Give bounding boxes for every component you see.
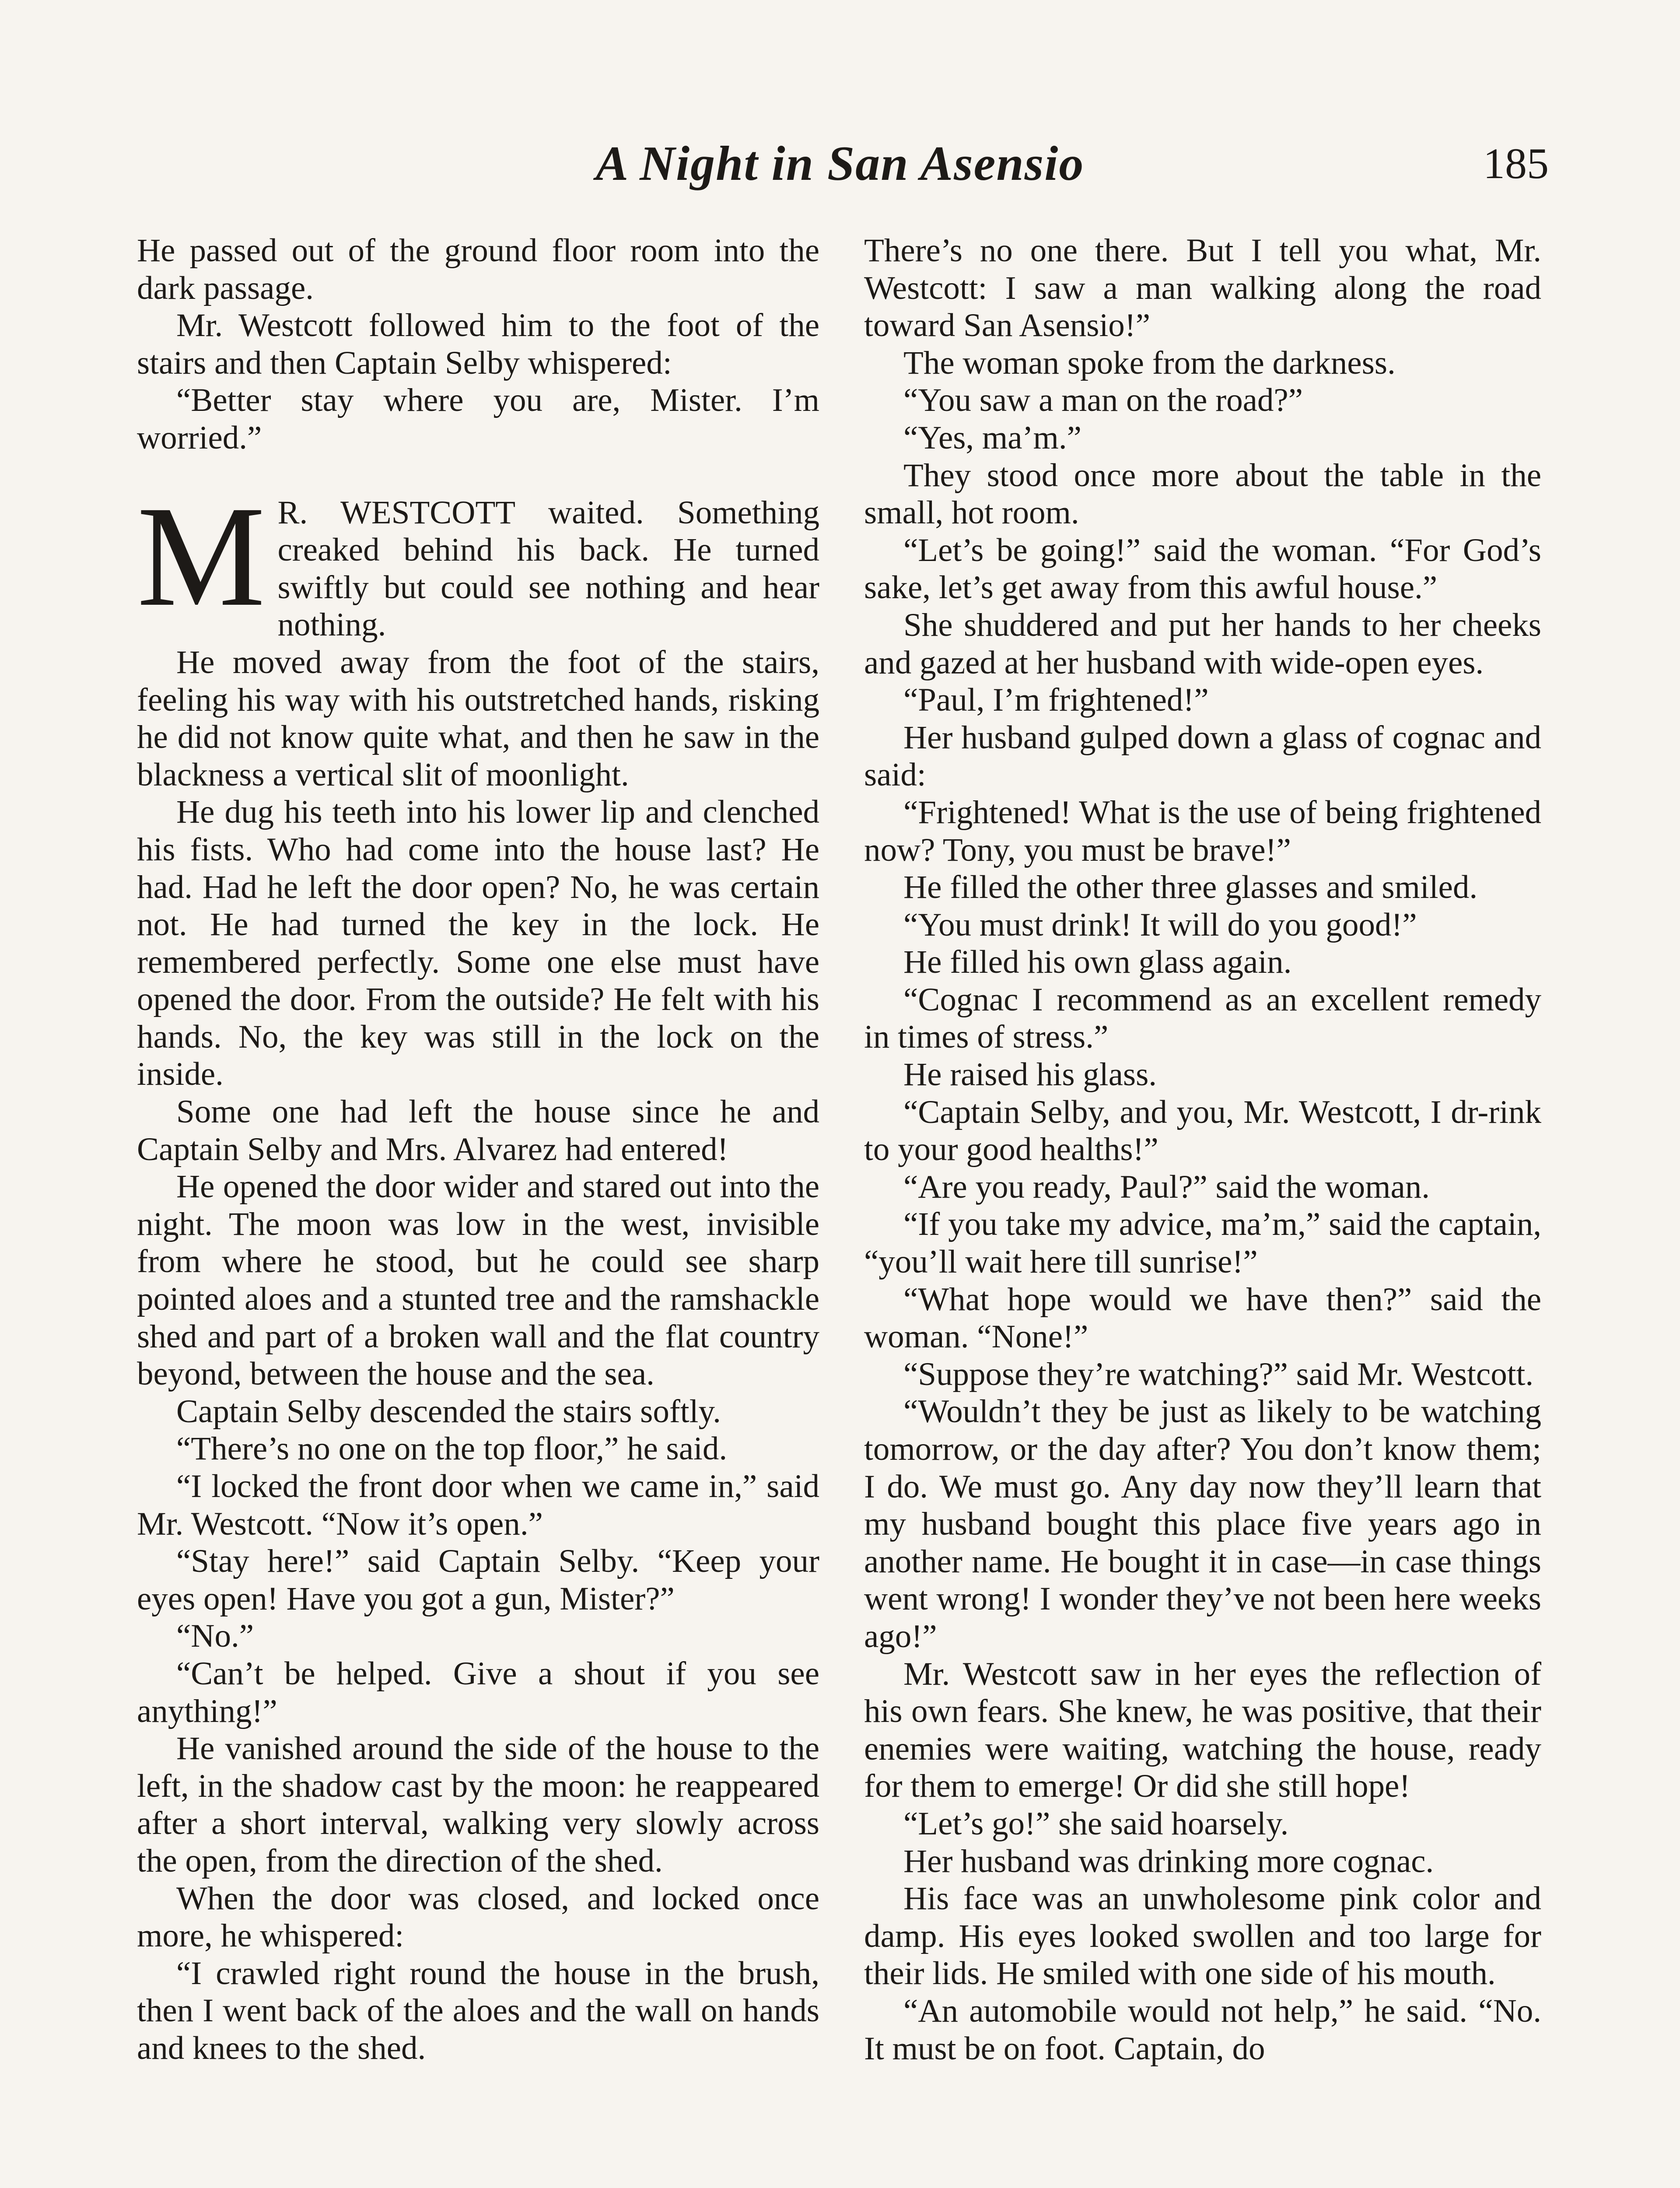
paragraph: “No.” bbox=[176, 1618, 254, 1655]
paragraph: “Paul, I’m frightened!” bbox=[903, 682, 1209, 719]
paragraph: “Frightened! What is the use of being frightened now? Tony, you must be brave!” bbox=[864, 794, 1541, 868]
paragraph: “Let’s go!” she said hoarsely. bbox=[903, 1805, 1289, 1842]
paragraph: “Captain Selby, and you, Mr. Westcott, I dr-rink to your good healths!” bbox=[864, 1094, 1541, 1168]
paragraph: They stood once more about the table in the small, hot room. bbox=[864, 457, 1541, 531]
paragraph: He opened the door wider and stared out into the night. The moon was low in the west, invisible from where he stood, but he could see sharp pointed aloes and a stunted tree and the ramshackle shed and part of a broken wall and the flat country beyond, between the house and the sea. bbox=[137, 1168, 819, 1392]
running-title: A Night in San Asensio bbox=[595, 137, 1085, 191]
right-column bbox=[864, 232, 1541, 2067]
paragraph: “Cognac I recommend as an excellent remedy in times of stress.” bbox=[864, 981, 1541, 1055]
paragraph: “Wouldn’t they be just as likely to be watching tomorrow, or the day after? You don’t know them; I do. We must go. Any day now they’ll learn that my husband bought this place five years ago in another name. He bought it in case—in case things went wrong! I wonder they’ve not been here weeks ago!” bbox=[864, 1393, 1541, 1655]
paragraph: “If you take my advice, ma’m,” said the captain, “you’ll wait here till sunrise!” bbox=[864, 1206, 1541, 1280]
paragraph: She shuddered and put her hands to her cheeks and gazed at her husband with wide-open eyes. bbox=[864, 607, 1541, 681]
paragraph: He vanished around the side of the house to the left, in the shadow cast by the moon: he reappeared after a short interval, walking very slowly across the open, from the direction of the shed. bbox=[137, 1730, 819, 1879]
paragraph: Mr. Westcott saw in her eyes the reflection of his own fears. She knew, he was positive, that their enemies were waiting, watching the house, ready for them to emerge! Or did she still hope! bbox=[864, 1655, 1541, 1805]
paragraph: “There’s no one on the top floor,” he said. bbox=[176, 1431, 728, 1467]
page-header bbox=[0, 136, 1680, 201]
paragraph: Captain Selby descended the stairs softly. bbox=[176, 1393, 721, 1430]
paragraph: He dug his teeth into his lower lip and clenched his fists. Who had come into the house last? He had. Had he left the door open? No, he was certain not. He had turned the key in the lock. He remembered perfectly. Some one else must have opened the door. From the outside? He felt with his hands. No, the key was still in the lock on the inside. bbox=[137, 794, 819, 1093]
paragraph: “Let’s be going!” said the woman. “For God’s sake, let’s get away from this awful house.” bbox=[864, 532, 1541, 606]
paragraph: “Are you ready, Paul?” said the woman. bbox=[903, 1168, 1430, 1205]
paragraph: Mr. Westcott followed him to the foot of the stairs and then Captain Selby whispered: bbox=[137, 307, 819, 381]
paragraph-text: R. WESTCOTT waited. Something creaked behind his back. He turned swiftly but could see nothing and hear nothing. bbox=[277, 494, 819, 643]
page-number: 185 bbox=[1483, 139, 1549, 188]
paragraph: When the door was closed, and locked once more, he whispered: bbox=[137, 1880, 819, 1954]
paragraph: He filled his own glass again. bbox=[903, 944, 1292, 981]
paragraph: He moved away from the foot of the stairs, feeling his way with his outstretched hands, risking he did not know quite what, and then he saw in the blackness a vertical slit of moonlight. bbox=[137, 644, 819, 793]
paragraph: He passed out of the ground floor room into the dark passage. bbox=[137, 232, 819, 306]
paragraph: “You must drink! It will do you good!” bbox=[903, 906, 1417, 943]
paragraph: “Can’t be helped. Give a shout if you see anything!” bbox=[137, 1655, 819, 1729]
paragraph: “Yes, ma’m.” bbox=[903, 419, 1082, 456]
paragraph: “I locked the front door when we came in,” said Mr. Westcott. “Now it’s open.” bbox=[137, 1468, 819, 1542]
paragraph: “An automobile would not help,” he said. “No. It must be on foot. Captain, do bbox=[864, 1992, 1541, 2067]
paragraph: “I crawled right round the house in the brush, then I went back of the aloes and the wall on hands and knees to the shed. bbox=[137, 1955, 819, 2066]
paragraph: He raised his glass. bbox=[903, 1056, 1157, 1093]
paragraph: The woman spoke from the darkness. bbox=[903, 344, 1396, 381]
section-opening-paragraph bbox=[137, 476, 819, 644]
paragraph: “Suppose they’re watching?” said Mr. Westcott. bbox=[903, 1356, 1534, 1392]
paragraph: He filled the other three glasses and smiled. bbox=[903, 869, 1478, 906]
left-column bbox=[137, 232, 819, 2067]
drop-cap: M bbox=[137, 476, 266, 636]
paragraph: Her husband gulped down a glass of cognac and said: bbox=[864, 719, 1541, 793]
paragraph: “Better stay where you are, Mister. I’m worried.” bbox=[137, 382, 819, 456]
paragraph: “You saw a man on the road?” bbox=[903, 382, 1303, 419]
paragraph: His face was an unwholesome pink color and damp. His eyes looked swollen and too large for their lids. He smiled with one side of his mouth. bbox=[864, 1880, 1541, 1992]
paragraph: There’s no one there. But I tell you what, Mr. Westcott: I saw a man walking along the road toward San Asensio!” bbox=[864, 232, 1541, 344]
paragraph: Some one had left the house since he and Captain Selby and Mrs. Alvarez had entered! bbox=[137, 1094, 819, 1168]
paragraph: “What hope would we have then?” said the woman. “None!” bbox=[864, 1281, 1541, 1355]
paragraph: Her husband was drinking more cognac. bbox=[903, 1843, 1434, 1879]
paragraph: “Stay here!” said Captain Selby. “Keep your eyes open! Have you got a gun, Mister?” bbox=[137, 1543, 819, 1617]
